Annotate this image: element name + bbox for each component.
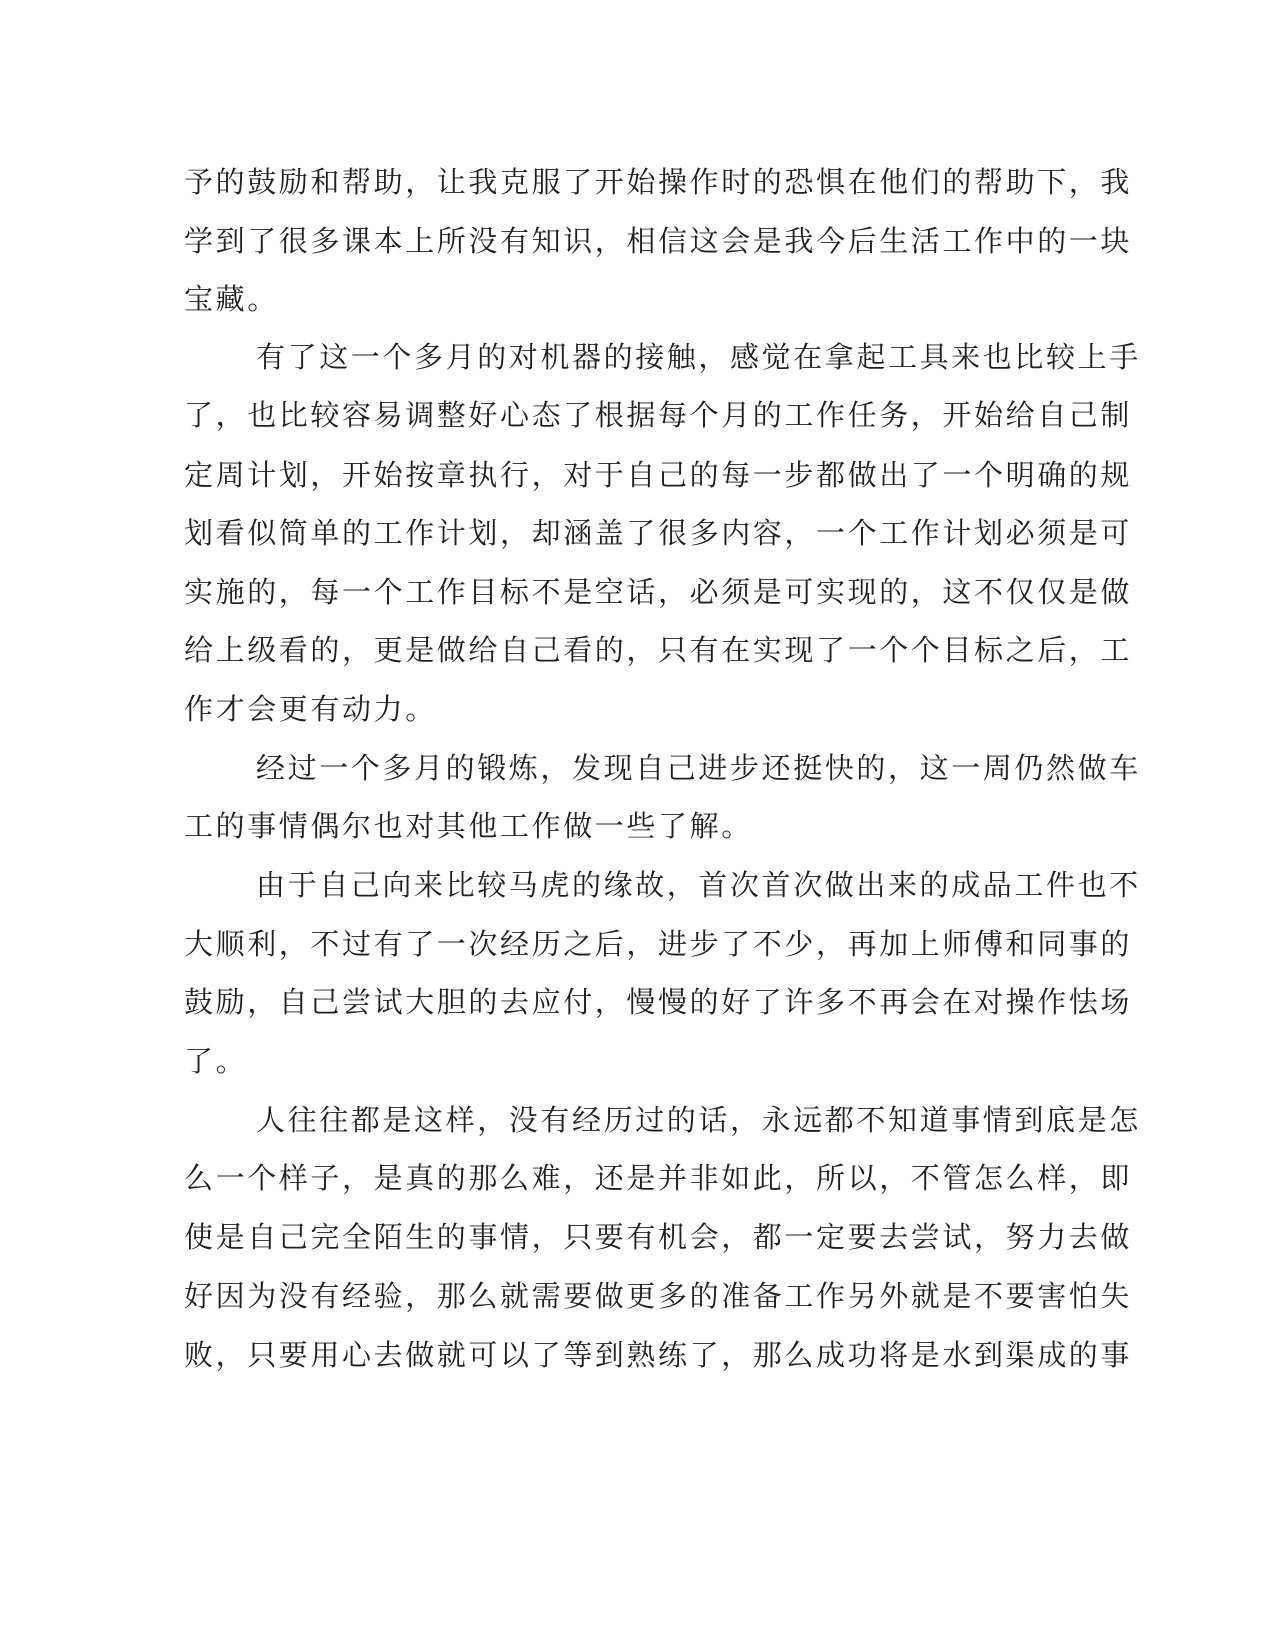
text-line: 大顺利，不过有了一次经历之后，进步了不少，再加上师傅和同事的 bbox=[184, 927, 1133, 961]
text-line: 败，只要用心去做就可以了等到熟练了，那么成功将是水到渠成的事 bbox=[184, 1338, 1133, 1372]
text-line: 作才会更有动力。 bbox=[184, 692, 437, 726]
text-line: 宝藏。 bbox=[184, 282, 279, 316]
text-line: 了。 bbox=[184, 1044, 248, 1078]
text-line: 定周计划，开始按章执行，对于自己的每一步都做出了一个明确的规 bbox=[184, 458, 1133, 492]
text-line: 给上级看的，更是做给自己看的，只有在实现了一个个目标之后，工 bbox=[184, 633, 1133, 667]
text-line: 划看似简单的工作计划，却涵盖了很多内容，一个工作计划必须是可 bbox=[184, 516, 1133, 550]
text-line: 学到了很多课本上所没有知识，相信这会是我今后生活工作中的一块 bbox=[184, 224, 1133, 258]
text-line: 人往往都是这样，没有经历过的话，永远都不知道事情到底是怎 bbox=[256, 1103, 1141, 1137]
text-line: 予的鼓励和帮助，让我克服了开始操作时的恐惧在他们的帮助下，我 bbox=[184, 165, 1133, 199]
text-line: 有了这一个多月的对机器的接触，感觉在拿起工具来也比较上手 bbox=[256, 340, 1141, 374]
text-line: 好因为没有经验，那么就需要做更多的准备工作另外就是不要害怕失 bbox=[184, 1279, 1133, 1313]
text-line: 使是自己完全陌生的事情，只要有机会，都一定要去尝试，努力去做 bbox=[184, 1220, 1133, 1254]
text-line: 实施的，每一个工作目标不是空话，必须是可实现的，这不仅仅是做 bbox=[184, 575, 1133, 609]
text-line: 么一个样子，是真的那么难，还是并非如此，所以，不管怎么样，即 bbox=[184, 1161, 1133, 1195]
text-line: 鼓励，自己尝试大胆的去应付，慢慢的好了许多不再会在对操作怯场 bbox=[184, 985, 1133, 1019]
text-line: 由于自己向来比较马虎的缘故，首次首次做出来的成品工件也不 bbox=[256, 868, 1141, 902]
text-line: 工的事情偶尔也对其他工作做一些了解。 bbox=[184, 809, 753, 843]
text-line: 经过一个多月的锻炼，发现自己进步还挺快的，这一周仍然做车 bbox=[256, 751, 1141, 785]
text-line: 了，也比较容易调整好心态了根据每个月的工作任务，开始给自己制 bbox=[184, 398, 1133, 432]
